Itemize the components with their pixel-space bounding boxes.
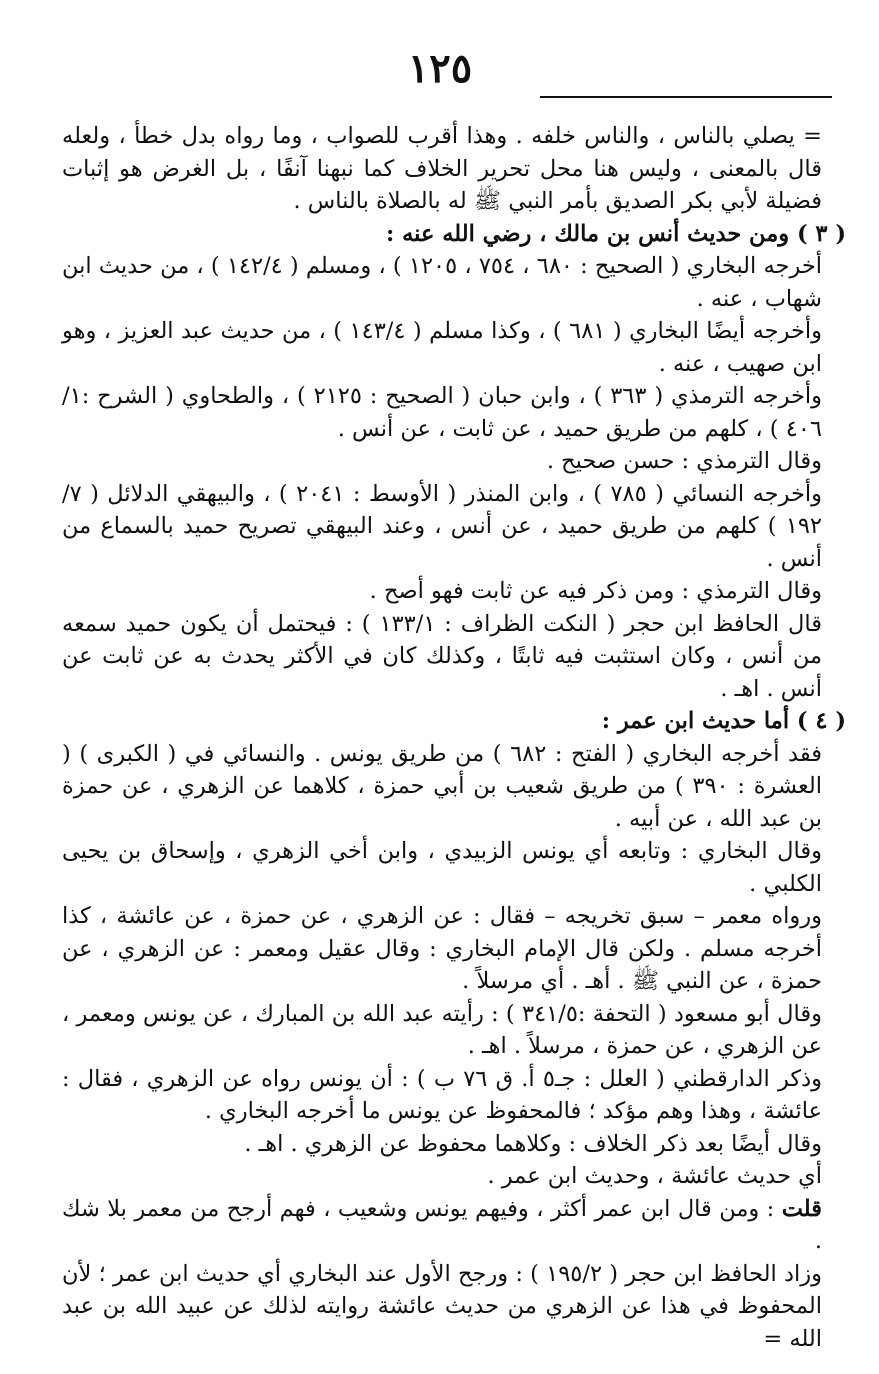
header-rule <box>540 96 832 98</box>
paragraph: وقال الترمذي : حسن صحيح . <box>546 448 822 474</box>
paragraph: وقال الترمذي : ومن ذكر فيه عن ثابت فهو أصح . <box>369 578 822 604</box>
page-number: ١٢٥ <box>407 45 473 92</box>
lead-word: قلت <box>781 1195 822 1222</box>
paragraph: وقال أيضًا بعد ذكر الخلاف : وكلاهما محفوظ عن الزهري . اهـ . <box>244 1130 822 1157</box>
section-heading: ( ٣ ) ومن حديث أنس بن مالك ، رضي الله عنه : <box>385 220 846 247</box>
paragraph: ورواه معمر – سبق تخريجه – فقال : عن الزهري ، عن حمزة ، عن عائشة ، كذا أخرجه مسلم . ولكن قال الإمام البخاري : وقال عقيل ومعمر : عن الزهري ، عن حمزة ، عن النبي ﷺ . أهـ . أي مرسلاً . <box>62 903 822 994</box>
paragraph: قال الحافظ ابن حجر ( النكت الظراف : ١٣٣/١ ) : فيحتمل أن يكون حميد سمعه من أنس ، وكان استثبت فيه ثابتًا ، وكذلك كان في الأكثر يحدث به عن ثابت عن أنس . اهـ . <box>62 610 822 702</box>
paragraph: وذكر الدارقطني ( العلل : جـ٥ أ. ق ٧٦ ب ) : أن يونس رواه عن الزهري ، فقال : عائشة ، وهذا وهم مؤكد ؛ فالمحفوظ عن يونس ما أخرجه البخاري . <box>62 1065 822 1124</box>
paragraph: وزاد الحافظ ابن حجر ( ١٩٥/٢ ) : ورجح الأول عند البخاري أي حديث ابن عمر ؛ لأن المحفوظ في هذا عن الزهري من حديث عائشة روايته لذلك عن عبيد الله بن عبد الله = <box>62 1260 822 1352</box>
paragraph: = يصلي بالناس ، والناس خلفه . وهذا أقرب للصواب ، وما رواه بدل خطأ ، ولعله قال بالمعنى ، وليس هنا محل تحرير الخلاف كما نبهنا آنفًا ، بل الغرض هو إثبات فضيلة لأبي بكر الصديق بأمر النبي ﷺ له بالصلاة بالناس . <box>62 123 822 214</box>
section-heading: ( ٤ ) أما حديث ابن عمر : <box>601 708 846 734</box>
paragraph: وأخرجه الترمذي ( ٣٦٣ ) ، وابن حبان ( الصحيح : ٢١٢٥ ) ، والطحاوي ( الشرح :١/ ٤٠٦ ) ، كلهم من طريق حميد ، عن ثابت ، عن أنس . <box>62 383 823 442</box>
paragraph-text: : ومن قال ابن عمر أكثر ، وفيهم يونس وشعيب ، فهم أرجح من معمر بلا شك . <box>62 1195 822 1254</box>
paragraph: وأخرجه النسائي ( ٧٨٥ ) ، وابن المنذر ( الأوسط : ٢٠٤١ ) ، والبيهقي الدلائل ( ٧/ ١٩٢ ) كلهم من طريق حميد ، عن أنس ، وعند البيهقي تصريح حميد بالسماع من أنس . <box>62 480 822 572</box>
paragraph: أخرجه البخاري ( الصحيح : ٦٨٠ ، ٧٥٤ ، ١٢٠٥ ) ، ومسلم ( ١٤٢/٤ ) ، من حديث ابن شهاب ، عنه . <box>62 253 822 312</box>
paragraph: أي حديث عائشة ، وحديث ابن عمر . <box>487 1163 822 1189</box>
page-body <box>62 120 846 1355</box>
paragraph: وأخرجه أيضًا البخاري ( ٦٨١ ) ، وكذا مسلم ( ١٤٣/٤ ) ، من حديث عبد العزيز ، وهو ابن صهيب ، عنه . <box>62 318 823 377</box>
paragraph: فقد أخرجه البخاري ( الفتح : ٦٨٢ ) من طريق يونس . والنسائي في ( الكبرى ) ( العشرة : ٣٩٠ ) من طريق شعيب بن أبي حمزة ، كلاهما عن الزهري ، عن حمزة بن عبد الله ، عن أبيه . <box>62 740 822 832</box>
paragraph <box>62 1193 822 1258</box>
paragraph: وقال البخاري : وتابعه أي يونس الزبيدي ، وابن أخي الزهري ، وإسحاق بن يحيى الكلبي . <box>62 838 822 897</box>
paragraph: وقال أبو مسعود ( التحفة :٣٤١/٥ ) : رأيته عبد الله بن المبارك ، عن يونس ومعمر ، عن الزهري ، عن حمزة ، مرسلاً . اهـ . <box>62 1000 822 1059</box>
